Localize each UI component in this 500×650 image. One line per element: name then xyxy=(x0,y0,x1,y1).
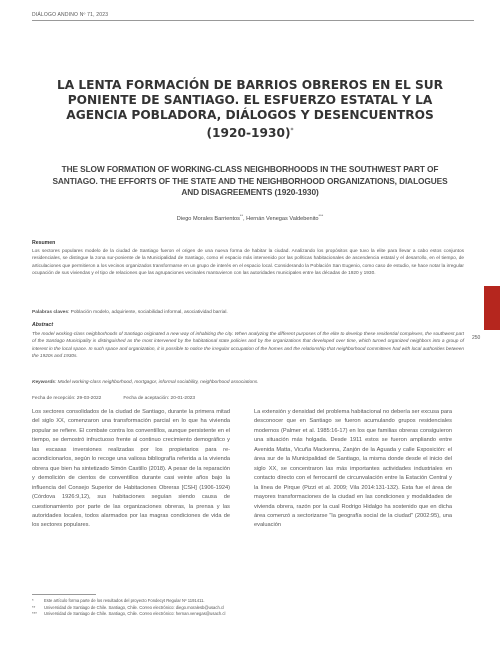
page-tab-marker xyxy=(484,286,500,330)
authors xyxy=(48,213,452,222)
body-column-left: Los sectores consolidados de la ciudad de Santiago, durante la primera mitad del siglo XX, comenzaron una transformación parcial en lo que ha vivienda popular se refiere. El combate contra los conventillos, aunque persistente en el tiempo, se demostró infructuoso frente al continuo crecimiento demográfico y las escasas inversiones realizadas por los propietarios para re-acondicionarlos, según lo recoge una valiosa bibliografía referida a la vivienda obrera que bien ha sintetizado Simón Castillo (2018). A pesar de la reparación y demolición de cientos de conventillos durante casi veinte años bajo la influencia del Consejo Superior de Habitaciones Obreras [CSH] (1906-1924) (Córdova 1926:9,12), sus habitaciones seguían siendo causa de cuestionamiento por parte de las organizaciones obreras, la prensa y las autoridades locales, todos alarmados por las magras condiciones de vida de los sectores populares. xyxy=(32,409,230,529)
title-english: THE SLOW FORMATION OF WORKING-CLASS NEIGHBORHOODS IN THE SOUTHWEST PART OF SANTIAGO. THE EFFORTS OF THE STATE AND THE NEIGHBORHOOD ORGANIZATIONS, DIALOGUES AND DISAGREEMENTS (1920-1930) xyxy=(52,164,448,197)
palabras-claves-label: Palabras claves xyxy=(32,310,69,315)
footnote-rule xyxy=(32,594,96,595)
journal-header: DIÁLOGO ANDINO Nº 71, 2023 xyxy=(32,12,109,18)
author-footnote-mark: *** xyxy=(318,213,324,218)
footnote-text: Universidad de Santiago de Chile. Santiago, Chile. Correo electrónico: diego.moralesb@usach.cl xyxy=(44,604,224,610)
footnote-mark: * xyxy=(32,598,34,603)
footnote-mark: ** xyxy=(32,604,36,610)
palabras-claves xyxy=(32,310,464,315)
date-received: Fecha de recepción: 29-03-2022 xyxy=(32,396,102,401)
footnotes xyxy=(32,598,225,618)
resumen-heading: Resumen xyxy=(32,240,56,246)
palabras-claves-text: : Población modelo, adquiriente, sociabilidad informal, asociatividad barrial. xyxy=(68,310,228,315)
author-name: Diego Morales Barrientos xyxy=(176,215,240,222)
dates xyxy=(32,396,217,401)
date-accepted: Fecha de aceptación: 20-01-2023 xyxy=(123,396,196,401)
title-footnote-mark: * xyxy=(290,127,294,134)
author-name: Hernán Venegas Valdebenito xyxy=(246,215,319,222)
footnote-mark: *** xyxy=(32,611,37,616)
body-column-right: La extensión y densidad del problema habitacional no debería ser excusa para desconocer que en Santiago se fueron acumulando grupos residenciales modernos (Palmer et al. 1985:16-17) en los que familias obreras consiguieron una situación más holgada. Desde 1911 estos se fueron ampliando entre Avenida Matta, Vicuña Mackenna, Zanjón de la Aguada y calle Exposición: el área sur de la Municipalidad de Santiago, la misma donde desde el inicio del siglo XX, se concentraron las más importantes actividades industriales en contacto directo con el ferrocarril de circunvalación entre la Estación Central y la línea de Pirque (Pizzi et al. 2009; Vila 2014:131-132). Esta fue el área de mayores transformaciones de la ciudad en las condiciones y modalidades de vivienda obrera, razón por la cual Rodrigo Hidalgo ha sostenido que en dicha área comenzó a sectorizarse "la geografía social de la ciudad" (2002:95), una evaluación xyxy=(254,409,452,529)
page-number: 250 xyxy=(472,335,481,341)
header-rule xyxy=(32,20,474,21)
abstract-heading: Abstract xyxy=(32,322,54,328)
title-spanish xyxy=(56,78,444,141)
footnote-text: Universidad de Santiago de Chile. Santiago, Chile. Correo electrónico: hernan.venegas@usach.cl xyxy=(44,611,226,616)
resumen-text: Los sectores populares modelo de la ciudad de Santiago fueron el origen de una nueva forma de habitar la ciudad. Analizando los propósitos que tuvo la elite para llevar a cabo estos conjuntos residenciales, se distingue la zona sur-poniente de la Municipalidad de Santiago, como el espacio más intervenido por las políticas habitacionales de ascendencia estatal y el desarrollo, en el tiempo, de articulaciones que permitieron a los vecinos organizados transformarse en un grupo de interés en el espacio local. Considerando la Población San Eugenio, como caso de estudio, se hace notar la irregular ocupación de sus viviendas y el tipo de relaciones que las agrupaciones vecinales mantuvieron con las autoridades municipales entre las décadas de 1920 y 1930. xyxy=(32,249,464,276)
footnote xyxy=(32,611,225,618)
footnote-text: Este artículo forma parte de los resultados del proyecto Fondecyt Regular Nº 1191411. xyxy=(44,598,205,603)
keywords-label: Keywords xyxy=(32,380,55,385)
title-spanish-text: LA LENTA FORMACIÓN DE BARRIOS OBREROS EN EL SUR PONIENTE DE SANTIAGO. EL ESFUERZO ESTATAL Y LA AGENCIA POBLADORA, DIÁLOGOS Y DESENCUENTROS (1920-1930) xyxy=(56,78,444,141)
keywords-text: : Model working-class neighborhood, mortgagor, informal sociability, neighborhood associations. xyxy=(54,380,259,385)
author-separator: , xyxy=(243,215,247,222)
author-footnote-mark: ** xyxy=(239,213,244,218)
abstract-text: The model working-class neighborhoods of Santiago originated a new way of inhabiting the city. When analyzing the different purposes of the elite to develop these residential complexes, the southwest part of the Santiago Municipality is distinguished as the most intervened by the habitational state policies and by the organizations that developed over time, which turned organized neighbors into a group of interest in the local space. In such space and organization, it is possible to notice the irregular occupation of the homes and the relationship that neighborhood committees had with local authorities between the 1920s and 1930s. xyxy=(32,332,464,359)
keywords xyxy=(32,380,464,385)
